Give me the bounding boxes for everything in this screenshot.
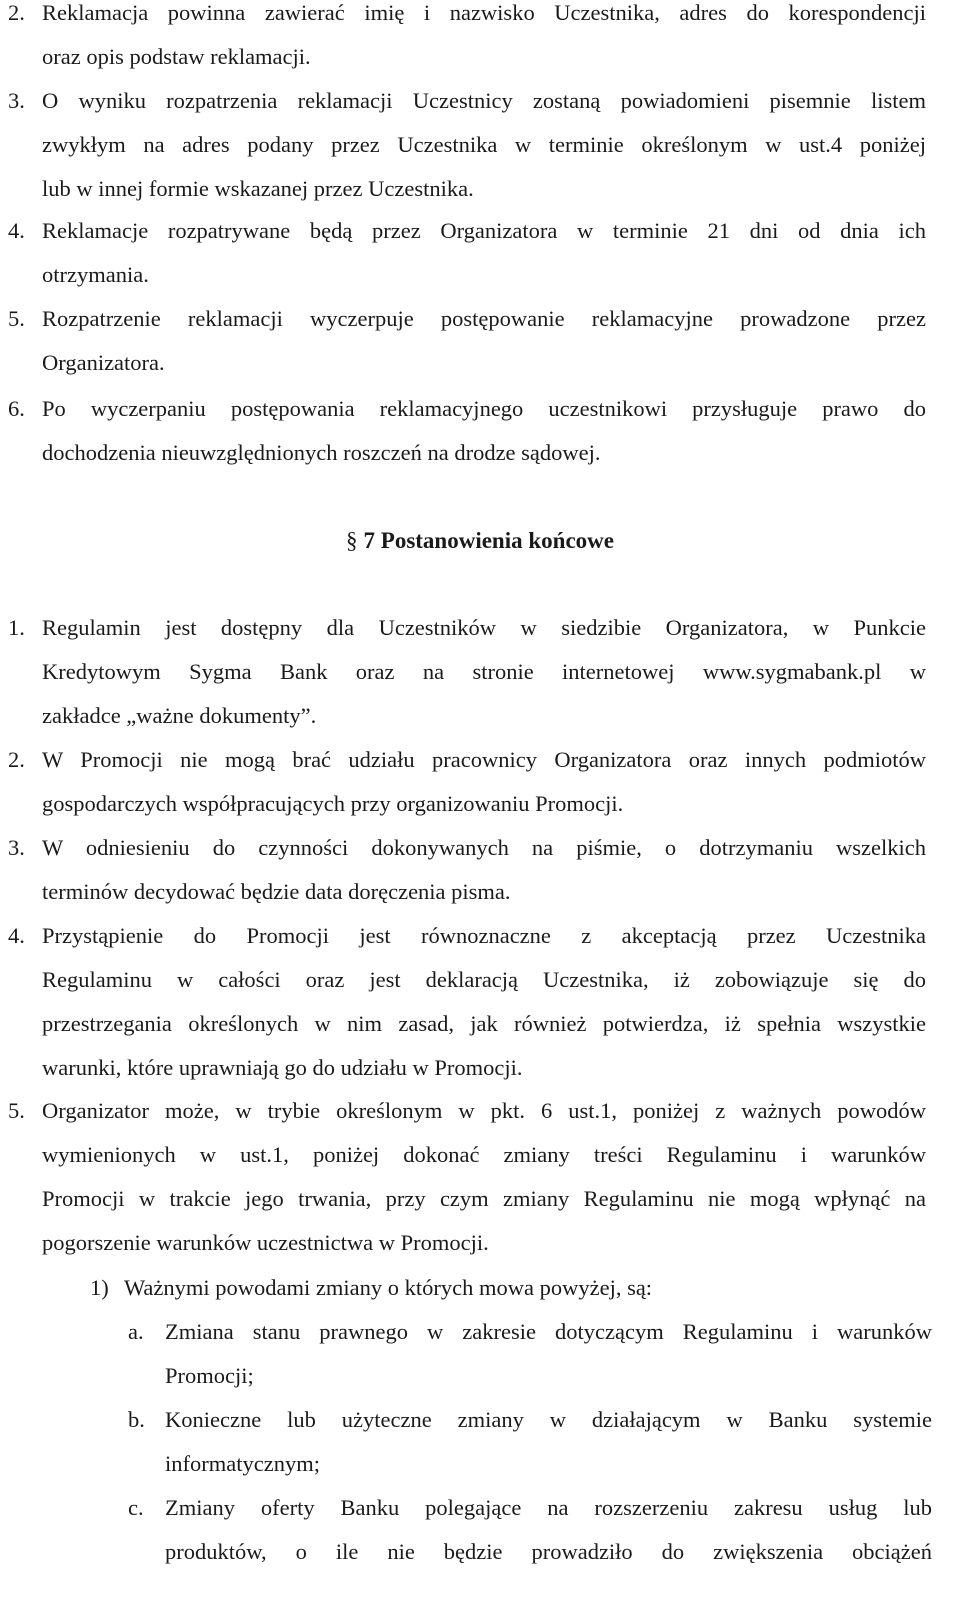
item-text-line: przestrzegania określonych w nim zasad, jak również potwierdza, iż spełnia wszystkie xyxy=(42,1011,926,1036)
item-text-line: produktów, o ile nie będzie prowadziło do zwiększenia obciążeń xyxy=(165,1539,932,1564)
item-text-line: Przystąpienie do Promocji jest równoznaczne z akceptacją przez Uczestnika xyxy=(42,923,926,948)
section-symbol: § xyxy=(346,528,358,553)
item-text-line: zwykłym na adres podany przez Uczestnika w terminie określonym w ust.4 poniżej xyxy=(42,132,926,157)
item-text-line: W Promocji nie mogą brać udziału pracownicy Organizatora oraz innych podmiotów xyxy=(42,747,926,772)
item-text-line: Promocji; xyxy=(165,1363,254,1388)
item-text-line: Promocji w trakcie jego trwania, przy czym zmiany Regulaminu nie mogą wpłynąć na xyxy=(42,1186,926,1211)
section-title: 7 Postanowienia końcowe xyxy=(363,528,614,553)
item-text-line: Regulaminu w całości oraz jest deklaracją Uczestnika, iż zobowiązuje się do xyxy=(42,967,926,992)
item-number: 1. xyxy=(8,615,25,640)
item-text-line: Zmiany oferty Banku polegające na rozszerzeniu zakresu usług lub xyxy=(165,1495,932,1520)
item-number: 1) xyxy=(90,1275,109,1300)
item-text-line: W odniesieniu do czynności dokonywanych na piśmie, o dotrzymaniu wszelkich xyxy=(42,835,926,860)
item-text-line: Organizator może, w trybie określonym w pkt. 6 ust.1, poniżej z ważnych powodów xyxy=(42,1098,926,1123)
item-number: 6. xyxy=(8,396,25,421)
item-text-line: pogorszenie warunków uczestnictwa w Promocji. xyxy=(42,1230,489,1255)
item-text-line: Kredytowym Sygma Bank oraz na stronie internetowej www.sygmabank.pl w xyxy=(42,659,926,684)
list-item xyxy=(8,738,926,826)
alpha-list-item xyxy=(128,1398,932,1486)
item-text-line: wymienionych w ust.1, poniżej dokonać zmiany treści Regulaminu i warunków xyxy=(42,1142,926,1167)
item-text-line: otrzymania. xyxy=(42,262,149,287)
list-item xyxy=(8,387,926,475)
item-number: c. xyxy=(128,1495,144,1520)
list-item xyxy=(8,914,926,1090)
list-item xyxy=(8,297,926,385)
item-text-line: lub w innej formie wskazanej przez Uczestnika. xyxy=(42,176,474,201)
item-text-line: Rozpatrzenie reklamacji wyczerpuje postępowanie reklamacyjne prowadzone przez xyxy=(42,306,926,331)
item-number: 4. xyxy=(8,923,25,948)
item-text-line: gospodarczych współpracujących przy organizowaniu Promocji. xyxy=(42,791,624,816)
list-item xyxy=(8,826,926,914)
item-text-line: Reklamacje rozpatrywane będą przez Organizatora w terminie 21 dni od dnia ich xyxy=(42,218,926,243)
list-item xyxy=(8,0,926,79)
item-number: a. xyxy=(128,1319,144,1344)
item-number: 2. xyxy=(8,0,25,25)
item-text-line: Organizatora. xyxy=(42,350,165,375)
section-heading xyxy=(0,519,960,563)
list-item xyxy=(8,79,926,211)
item-text-line: warunki, które uprawniają go do udziału w Promocji. xyxy=(42,1055,523,1080)
list-item xyxy=(8,209,926,297)
item-text-line: zakładce „ważne dokumenty”. xyxy=(42,703,317,728)
item-number: 3. xyxy=(8,835,25,860)
item-text-line: Regulamin jest dostępny dla Uczestników w siedzibie Organizatora, w Punkcie xyxy=(42,615,926,640)
alpha-list-item xyxy=(128,1486,932,1574)
item-number: 5. xyxy=(8,1098,25,1123)
item-number: 3. xyxy=(8,88,25,113)
item-text-line: Po wyczerpaniu postępowania reklamacyjnego uczestnikowi przysługuje prawo do xyxy=(42,396,926,421)
item-text-line: Reklamacja powinna zawierać imię i nazwisko Uczestnika, adres do korespondencji xyxy=(42,0,926,25)
item-number: 2. xyxy=(8,747,25,772)
item-number: 4. xyxy=(8,218,25,243)
item-number: b. xyxy=(128,1407,145,1432)
alpha-list-item xyxy=(128,1310,932,1398)
item-text-line: Ważnymi powodami zmiany o których mowa powyżej, są: xyxy=(124,1275,653,1300)
item-number: 5. xyxy=(8,306,25,331)
list-item xyxy=(8,1089,926,1265)
item-text-line: Zmiana stanu prawnego w zakresie dotyczącym Regulaminu i warunków xyxy=(165,1319,932,1344)
item-text-line: informatycznym; xyxy=(165,1451,320,1476)
item-text-line: dochodzenia nieuwzględnionych roszczeń na drodze sądowej. xyxy=(42,440,601,465)
sub-list-item xyxy=(90,1266,890,1310)
item-text-line: Konieczne lub użyteczne zmiany w działającym w Banku systemie xyxy=(165,1407,932,1432)
item-text-line: terminów decydować będzie data doręczenia pisma. xyxy=(42,879,511,904)
item-text-line: oraz opis podstaw reklamacji. xyxy=(42,44,311,69)
list-item xyxy=(8,606,926,738)
item-text-line: O wyniku rozpatrzenia reklamacji Uczestnicy zostaną powiadomieni pisemnie listem xyxy=(42,88,926,113)
